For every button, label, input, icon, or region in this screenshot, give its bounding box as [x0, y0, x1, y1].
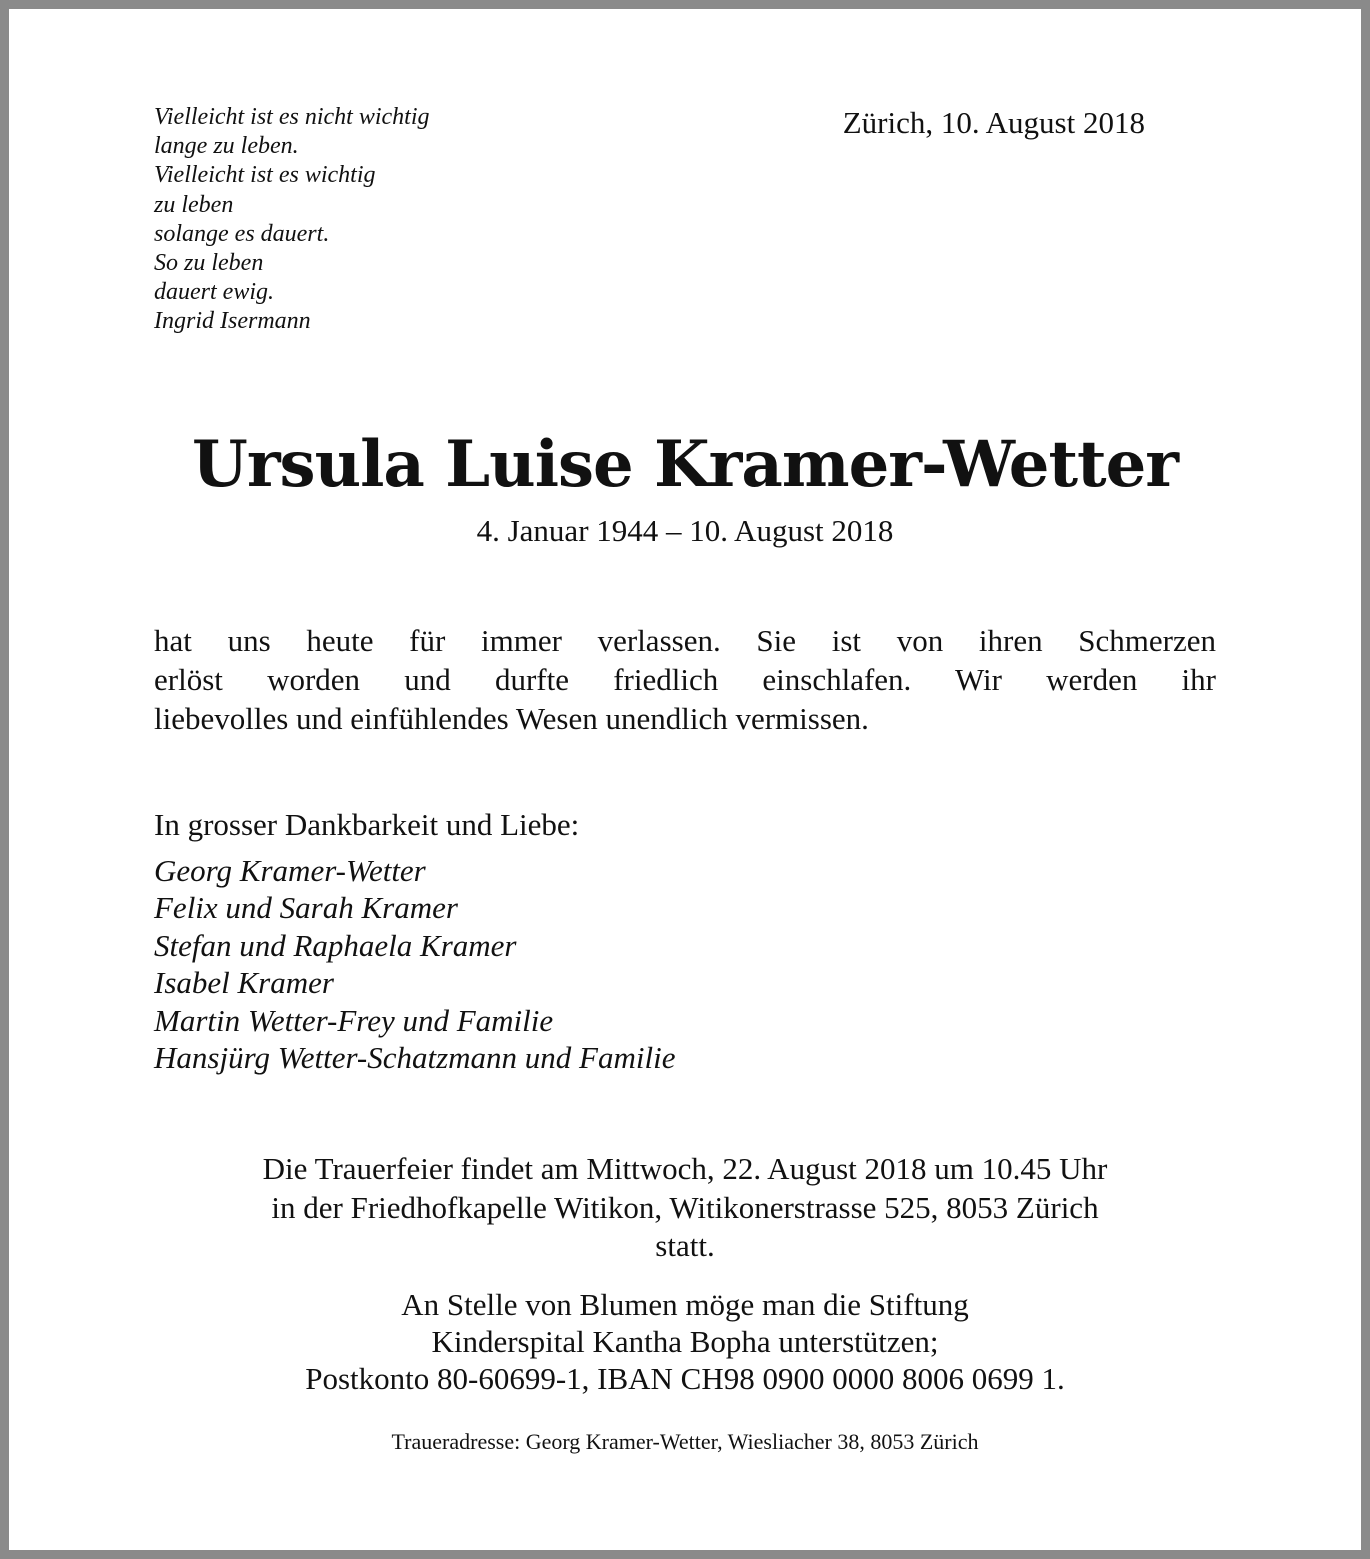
place-date: Zürich, 10. August 2018 — [842, 105, 1145, 140]
donation-line: Kinderspital Kantha Bopha unterstützen; — [431, 1324, 939, 1359]
ceremony-line: in der Friedhofkapelle Witikon, Witikonerstrasse 525, 8053 Zürich — [271, 1189, 1099, 1225]
obituary-page — [9, 9, 1361, 1550]
mourner-name: Hansjürg Wetter-Schatzmann und Familie — [154, 1040, 676, 1076]
mourner-name: Felix und Sarah Kramer — [154, 890, 458, 926]
thanks-line: In grosser Dankbarkeit und Liebe: — [154, 807, 580, 842]
poem-author: Ingrid Isermann — [154, 308, 311, 335]
deceased-name: Ursula Luise Kramer-Wetter — [192, 427, 1178, 502]
message-line: erlöst worden und durfte friedlich einschlafen. Wir werden ihr — [154, 662, 1216, 697]
poem-line: Vielleicht ist es wichtig — [154, 162, 376, 189]
life-dates: 4. Januar 1944 – 10. August 2018 — [476, 513, 894, 548]
ceremony-notice — [9, 1150, 1361, 1266]
message-paragraph — [154, 621, 1216, 738]
poem-line: dauert ewig. — [154, 279, 274, 306]
mourner-name: Stefan und Raphaela Kramer — [154, 927, 517, 963]
mourner-name: Martin Wetter-Frey und Familie — [154, 1002, 554, 1038]
poem-line: Vielleicht ist es nicht wichtig — [154, 104, 430, 130]
mourning-address: Traueradresse: Georg Kramer-Wetter, Wiesliacher 38, 8053 Zürich — [391, 1429, 979, 1454]
message-line: hat uns heute für immer verlassen. Sie ist von ihren Schmerzen — [154, 623, 1216, 658]
mourners-list — [154, 852, 675, 1076]
poem-line: solange es dauert. — [154, 220, 330, 247]
ceremony-line: Die Trauerfeier findet am Mittwoch, 22. August 2018 um 10.45 Uhr — [262, 1151, 1108, 1186]
donation-line: An Stelle von Blumen möge man die Stiftung — [401, 1287, 969, 1322]
poem-line: zu leben — [154, 191, 234, 218]
poem-line: So zu leben — [154, 250, 264, 277]
poem — [154, 103, 430, 337]
donation-notice — [9, 1286, 1361, 1397]
mourner-name: Isabel Kramer — [154, 965, 334, 1001]
poem-line: lange zu leben. — [154, 133, 299, 160]
message-line: liebevolles und einfühlendes Wesen unendlich vermissen. — [154, 701, 869, 736]
mourner-name: Georg Kramer-Wetter — [154, 853, 426, 888]
ceremony-line: statt. — [655, 1228, 715, 1263]
donation-line: Postkonto 80-60699-1, IBAN CH98 0900 0000 8006 0699 1. — [305, 1361, 1065, 1396]
